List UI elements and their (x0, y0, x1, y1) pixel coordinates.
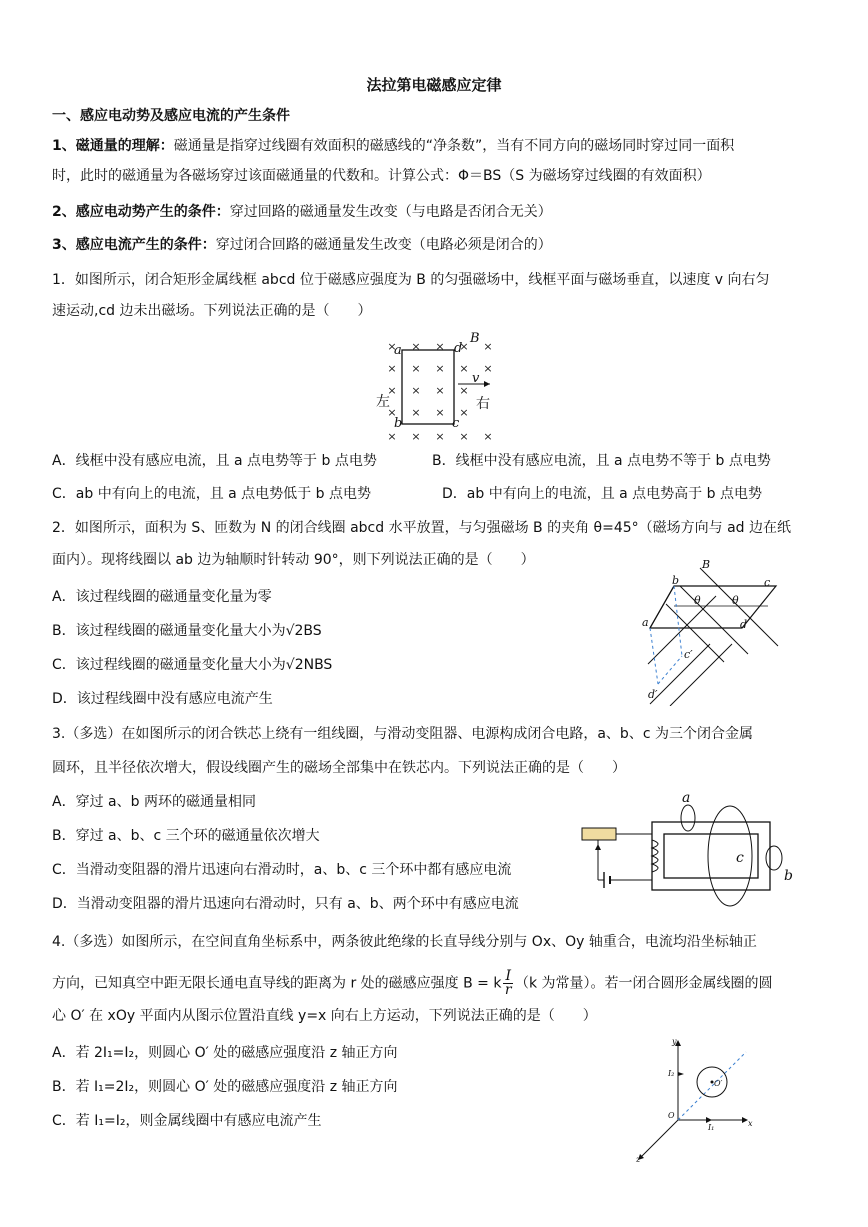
q3-stem-line-1: 3.（多选）在如图所示的闭合铁芯上绕有一组线圈，与滑动变阻器、电源构成闭合电路，a、b、c 为三个闭合金属 (52, 726, 753, 742)
cross-mark: × (483, 362, 493, 375)
q4-option-b: B．若 I₁=2I₂，则圆心 O′ 处的磁感应强度沿 z 轴正方向 (52, 1079, 398, 1095)
cross-mark: × (459, 362, 469, 375)
q1-option-a: A．线框中没有感应电流，且 a 点电势等于 b 点电势 (52, 453, 377, 469)
cross-mark: × (483, 340, 493, 353)
q2-option-a: A．该过程线圈的磁通量变化量为零 (52, 589, 272, 605)
cross-mark: × (435, 430, 445, 443)
point-3-text: 穿过闭合回路的磁通量发生改变（电路必须是闭合的） (215, 237, 552, 253)
q4-stem-text: 方向，已知真空中距无限长通电直导线的距离为 r 处的磁感应强度 B = k (52, 975, 502, 992)
cross-mark: × (459, 406, 469, 419)
label-I1: I₁ (708, 1123, 715, 1132)
q2-stem-line-1: 2．如图所示，面积为 S、匝数为 N 的闭合线圈 abcd 水平放置，与匀强磁场 B 的夹角 θ=45°（磁场方向与 ad 边在纸 (52, 520, 791, 536)
label-z: z (636, 1155, 641, 1164)
cross-mark: × (459, 430, 469, 443)
q3-option-d: D．当滑动变阻器的滑片迅速向右滑动时，只有 a、b、两个环中有感应电流 (52, 896, 519, 912)
velocity-arrowhead (484, 381, 490, 387)
label-x: x (748, 1119, 753, 1128)
point-2-label: 2、感应电动势产生的条件： (52, 204, 230, 220)
q1-stem-line-1: 1．如图所示，闭合矩形金属线框 abcd 位于磁感应强度为 B 的匀强磁场中，线框平面与磁场垂直，以速度 v 向右匀 (52, 272, 770, 288)
q4-option-a: A．若 2I₁=I₂，则圆心 O′ 处的磁感应强度沿 z 轴正方向 (52, 1045, 398, 1061)
q3-stem-line-2: 圆环，且半径依次增大，假设线圈产生的磁场全部集中在铁芯内。下列说法正确的是（ ） (52, 760, 626, 776)
q1-stem-line-2: 速运动,cd 边未出磁场。下列说法正确的是（ ） (52, 303, 372, 319)
q3-option-b: B．穿过 a、b、c 三个环的磁通量依次增大 (52, 828, 320, 844)
current-arrow-I2 (678, 1072, 684, 1076)
label-I2: I₂ (668, 1069, 675, 1078)
q4-figure (628, 1034, 758, 1166)
ring-a (681, 805, 695, 831)
q2-figure (628, 556, 788, 706)
point-3-label: 3、感应电流产生的条件： (52, 237, 216, 253)
cross-mark: × (459, 340, 469, 353)
cross-mark: × (411, 340, 421, 353)
label-O: O (668, 1111, 675, 1120)
point-2 (52, 202, 552, 222)
q1-figure (372, 328, 502, 448)
label-right: 右 (476, 396, 490, 412)
label-a: a (642, 616, 649, 629)
ring-b (766, 846, 782, 870)
z-axis (640, 1120, 678, 1158)
q1-frame (402, 350, 454, 424)
point-2-text: 穿过回路的磁通量发生改变（与电路是否闭合无关） (229, 204, 552, 220)
label-b: b (784, 868, 793, 884)
label-d: d (740, 618, 748, 631)
label-a: a (682, 790, 691, 806)
fraction-denominator: r (504, 982, 512, 998)
cross-mark: × (435, 384, 445, 397)
label-d-prime: d′ (648, 688, 658, 701)
q2-option-b: B．该过程线圈的磁通量变化量大小为√2BS (52, 623, 322, 639)
coil (652, 840, 658, 872)
point-1-line-1 (52, 136, 734, 156)
cross-mark: × (387, 406, 397, 419)
point-1-text: 磁通量是指穿过线圈有效面积的磁感线的“净条数”，当有不同方向的磁场同时穿过同一面积 (173, 138, 735, 154)
slider-arrow (595, 844, 601, 850)
q3-option-a: A．穿过 a、b 两环的磁通量相同 (52, 794, 256, 810)
point-1-label: 1、磁通量的理解： (52, 138, 174, 154)
section-heading: 一、感应电动势及感应电流的产生条件 (52, 108, 290, 124)
iron-core-inner (664, 834, 758, 878)
cross-mark: × (411, 384, 421, 397)
q4-stem-line-2 (52, 970, 773, 997)
label-c: c (452, 416, 460, 431)
q3-option-c: C．当滑动变阻器的滑片迅速向右滑动时，a、b、c 三个环中都有感应电流 (52, 862, 512, 878)
cross-mark: × (411, 430, 421, 443)
point-1-line-2: 时，此时的磁通量为各磁场穿过该面磁通量的代数和。计算公式：Φ＝BS（S 为磁场穿过线圈的有效面积） (52, 168, 711, 184)
q1-option-d: D．ab 中有向上的电流，且 a 点电势高于 b 点电势 (442, 486, 762, 502)
label-O-prime: O′ (714, 1079, 723, 1088)
cross-mark: × (411, 362, 421, 375)
label-a: a (394, 343, 402, 358)
q4-stem-line-3: 心 O′ 在 xOy 平面内从图示位置沿直线 y=x 向右上方运动，下列说法正确的是（ ） (52, 1008, 597, 1024)
label-theta: θ (694, 594, 701, 607)
point-3 (52, 235, 552, 255)
label-c: c (736, 850, 744, 866)
label-B: B (702, 558, 711, 571)
q4-stem-text-cont: （k 为常量）。若一闭合圆形金属线圈的圆 (514, 975, 773, 992)
q2-option-d: D．该过程线圈中没有感应电流产生 (52, 691, 273, 707)
q2-option-c: C．该过程线圈的磁通量变化量大小为√2NBS (52, 657, 333, 673)
cross-mark: × (387, 340, 397, 353)
q4-option-c: C．若 I₁=I₂，则金属线圈中有感应电流产生 (52, 1113, 322, 1129)
q4-fraction (503, 970, 513, 997)
page-title: 法拉第电磁感应定律 (366, 76, 502, 94)
fraction-numerator: I (505, 968, 511, 984)
cross-mark: × (411, 406, 421, 419)
cross-mark: × (459, 384, 469, 397)
label-theta: θ (732, 594, 739, 607)
cross-mark: × (387, 362, 397, 375)
cross-mark: × (483, 430, 493, 443)
label-v: v (472, 371, 480, 386)
label-y: y (672, 1037, 677, 1046)
label-d: d (454, 341, 463, 356)
line-y-equals-x (678, 1052, 746, 1120)
cross-mark: × (435, 406, 445, 419)
q1-field-crosses (387, 340, 492, 443)
label-b: b (672, 574, 680, 587)
label-B: B (470, 331, 480, 346)
q1-option-b: B．线框中没有感应电流，且 a 点电势不等于 b 点电势 (432, 453, 771, 469)
label-left: 左 (376, 394, 390, 410)
cross-mark: × (435, 362, 445, 375)
q1-option-c: C．ab 中有向上的电流，且 a 点电势低于 b 点电势 (52, 486, 371, 502)
cross-mark: × (387, 430, 397, 443)
label-c: c (764, 576, 771, 589)
ring-c (708, 806, 752, 906)
q2-stem-line-2: 面内）。现将线圈以 ab 边为轴顺时针转动 90°，则下列说法正确的是（ ） (52, 552, 535, 568)
label-c-prime: c′ (684, 648, 693, 661)
q3-figure (578, 790, 808, 910)
cross-mark: × (435, 340, 445, 353)
q4-stem-line-1: 4.（多选）如图所示，在空间直角坐标系中，两条彼此绝缘的长直导线分别与 Ox、Oy 轴重合，电流均沿坐标轴正 (52, 934, 757, 950)
cross-mark: × (387, 384, 397, 397)
rheostat (582, 828, 616, 840)
label-b: b (394, 416, 403, 431)
rotated-edge-dashed (650, 628, 658, 684)
